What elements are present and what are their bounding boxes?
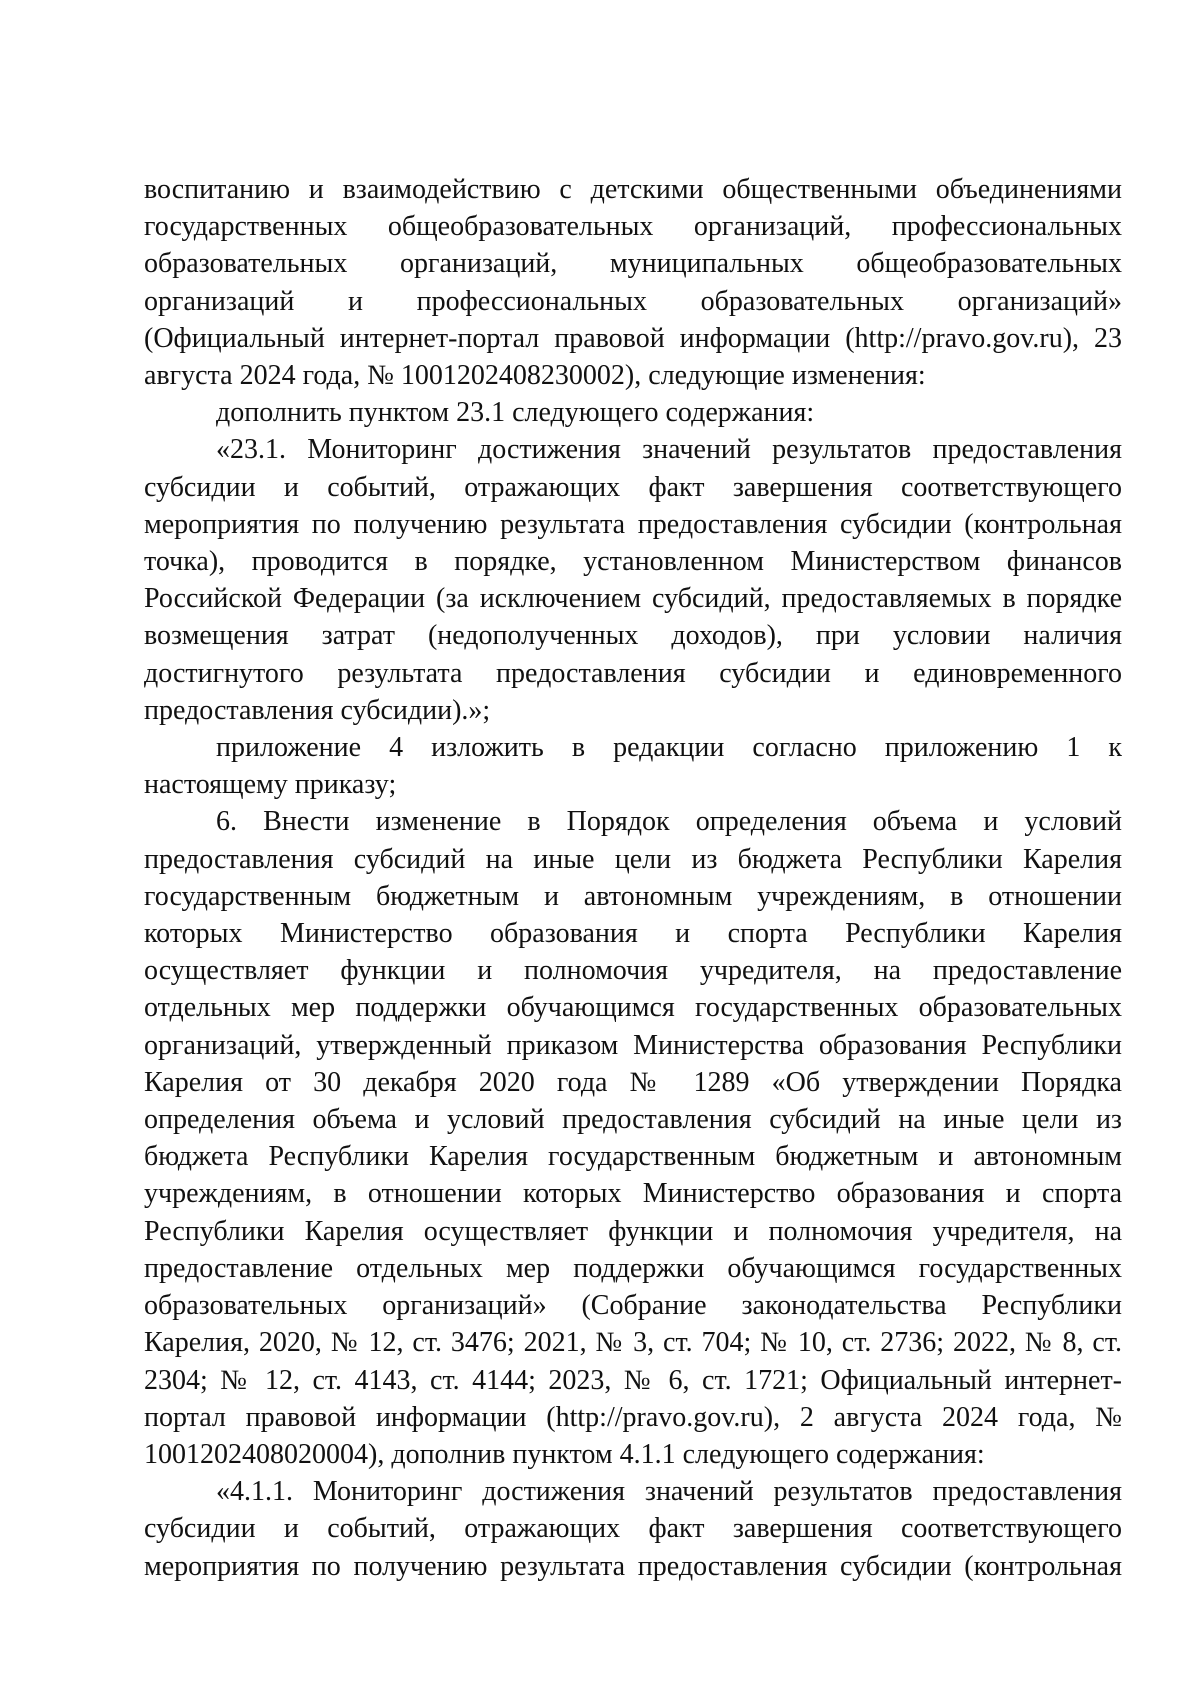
text-line: определения объема и условий предоставления субсидий на иные цели из: [144, 1104, 1122, 1136]
text-line: субсидии и событий, отражающих факт завершения соответствующего: [144, 1513, 1122, 1545]
text-line: 6. Внести изменение в Порядок определения объема и условий: [216, 806, 1122, 838]
text-line: осуществляет функции и полномочия учредителя, на предоставление: [144, 955, 1122, 987]
text-line: настоящему приказу;: [144, 769, 397, 801]
text-line: 1001202408020004), дополнив пунктом 4.1.1 следующего содержания:: [144, 1438, 985, 1470]
text-line: государственных общеобразовательных организаций, профессиональных: [144, 211, 1122, 243]
text-line: образовательных организаций, муниципальных общеобразовательных: [144, 248, 1122, 280]
text-line: образовательных организаций» (Собрание законодательства Республики: [144, 1290, 1122, 1322]
text-line: государственным бюджетным и автономным учреждениям, в отношении: [144, 880, 1122, 912]
text-line: точка), проводится в порядке, установленном Министерством финансов: [144, 546, 1122, 578]
text-line: мероприятия по получению результата предоставления субсидии (контрольная: [144, 508, 1122, 540]
paragraph: [144, 729, 1122, 803]
document-page: [144, 171, 1122, 1585]
text-line: 2304; № 12, ст. 4143, ст. 4144; 2023, № 6, ст. 1721; Официальный интернет-: [144, 1364, 1122, 1396]
text-line: воспитанию и взаимодействию с детскими общественными объединениями: [144, 174, 1122, 205]
text-line: достигнутого результата предоставления субсидии и единовременного: [144, 657, 1122, 689]
text-line: субсидии и событий, отражающих факт завершения соответствующего: [144, 471, 1122, 503]
text-line: возмещения затрат (недополученных доходов), при условии наличия: [144, 620, 1122, 652]
paragraph: [144, 803, 1122, 1473]
text-line: отдельных мер поддержки обучающимся государственных образовательных: [144, 992, 1122, 1024]
text-line: дополнить пунктом 23.1 следующего содержания:: [216, 397, 815, 429]
paragraph: [144, 171, 1122, 394]
text-line: предоставления субсидии).»;: [144, 694, 491, 726]
text-line: учреждениям, в отношении которых Министерство образования и спорта: [144, 1178, 1122, 1210]
text-line: предоставление отдельных мер поддержки обучающимся государственных: [144, 1252, 1122, 1284]
text-line: (Официальный интернет-портал правовой информации (http://pravo.gov.ru), 23: [144, 322, 1122, 354]
paragraph: [144, 1473, 1122, 1585]
text-line: организаций, утвержденный приказом Министерства образования Республики: [144, 1029, 1122, 1061]
text-line: портал правовой информации (http://pravo.gov.ru), 2 августа 2024 года, №: [144, 1401, 1122, 1433]
text-line: Республики Карелия осуществляет функции и полномочия учредителя, на: [144, 1215, 1122, 1247]
paragraph: [144, 394, 1122, 431]
text-line: предоставления субсидий на иные цели из бюджета Республики Карелия: [144, 843, 1122, 875]
text-line: Карелия, 2020, № 12, ст. 3476; 2021, № 3, ст. 704; № 10, ст. 2736; 2022, № 8, ст.: [144, 1327, 1122, 1359]
text-line: «4.1.1. Мониторинг достижения значений результатов предоставления: [216, 1476, 1122, 1508]
text-line: которых Министерство образования и спорта Республики Карелия: [144, 918, 1122, 950]
text-line: «23.1. Мониторинг достижения значений результатов предоставления: [216, 434, 1122, 466]
text-line: мероприятия по получению результата предоставления субсидии (контрольная: [144, 1550, 1122, 1582]
text-line: бюджета Республики Карелия государственным бюджетным и автономным: [144, 1141, 1122, 1173]
text-line: Карелия от 30 декабря 2020 года № 1289 «Об утверждении Порядка: [144, 1066, 1122, 1098]
text-line: приложение 4 изложить в редакции согласно приложению 1 к: [216, 732, 1122, 764]
text-line: августа 2024 года, № 1001202408230002), следующие изменения:: [144, 360, 926, 392]
text-line: организаций и профессиональных образовательных организаций»: [144, 285, 1122, 317]
text-line: Российской Федерации (за исключением субсидий, предоставляемых в порядке: [144, 583, 1122, 615]
paragraph: [144, 431, 1122, 729]
